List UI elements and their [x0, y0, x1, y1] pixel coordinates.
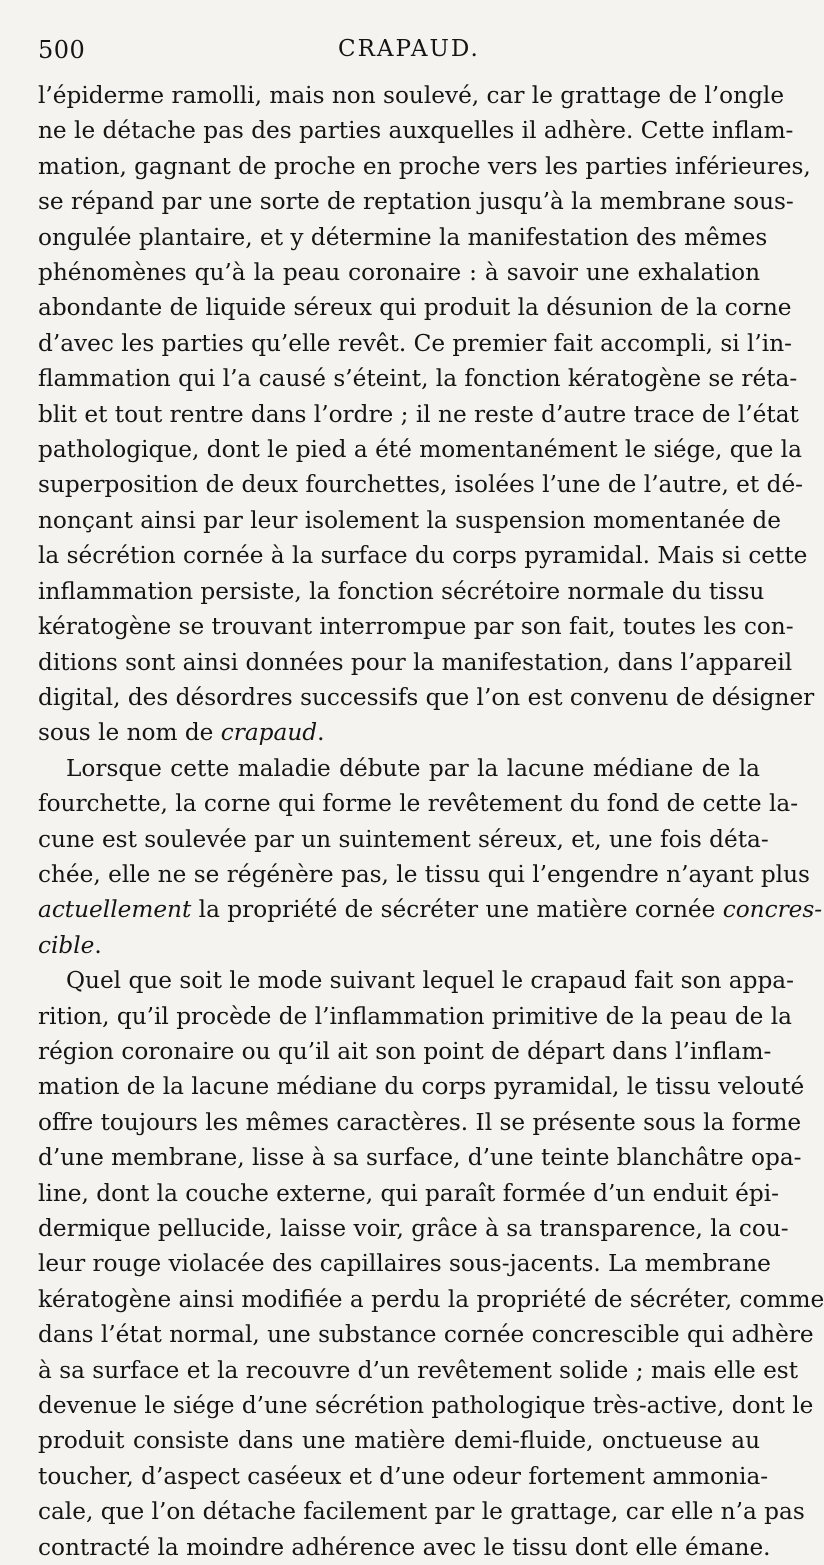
- text-run: pathologique, dont le pied a été momentanément le siége, que la: [38, 436, 802, 464]
- text-line: [38, 928, 760, 963]
- text-line: [38, 184, 794, 219]
- text-run: phénomènes qu’à la peau coronaire : à savoir une exhalation: [38, 259, 760, 287]
- text-run: dermique pellucide, laisse voir, grâce à sa transparence, la cou-: [38, 1215, 789, 1242]
- text-run: fourchette, la corne qui forme le revêtement du fond de cette la-: [38, 790, 799, 818]
- text-line: [38, 326, 792, 361]
- text-line: [38, 1282, 824, 1317]
- running-title: CRAPAUD.: [338, 36, 480, 62]
- body-text: [38, 78, 824, 1565]
- text-line: [38, 255, 760, 290]
- text-line: [38, 715, 760, 750]
- text-run: la propriété de sécréter une matière cornée: [191, 896, 723, 924]
- text-run: toucher, d’aspect caséeux et d’une odeur fortement ammonia-: [38, 1462, 769, 1490]
- page-header: [38, 30, 760, 78]
- text-line: [38, 680, 815, 715]
- text-line: [38, 1459, 769, 1494]
- text-run: ongulée plantaire, et y détermine la manifestation des mêmes: [38, 223, 768, 251]
- text-line: [38, 1388, 814, 1423]
- text-line: [38, 1211, 789, 1246]
- text-line: [38, 1069, 805, 1104]
- text-run: sous le nom de: [38, 719, 221, 747]
- text-line: [38, 361, 798, 396]
- text-run: kératogène se trouvant interrompue par son fait, toutes les con-: [38, 613, 794, 641]
- text-run: ne le détache pas des parties auxquelles il adhère. Cette inflam-: [38, 117, 794, 145]
- text-run: .: [94, 931, 102, 959]
- text-line: [38, 113, 794, 148]
- text-line: [38, 1034, 772, 1069]
- text-run: flammation qui l’a causé s’éteint, la fonction kératogène se réta-: [38, 365, 798, 393]
- text-line: [38, 1246, 771, 1281]
- text-line: [38, 1530, 771, 1565]
- text-run: d’une membrane, lisse à sa surface, d’une teinte blanchâtre opa-: [38, 1144, 802, 1172]
- italic-text: crapaud: [220, 719, 318, 747]
- text-run: Lorsque cette maladie débute par la lacune médiane de la: [66, 754, 760, 782]
- italic-text: concres-: [722, 896, 823, 924]
- text-line: [38, 857, 810, 892]
- text-line: [38, 1494, 805, 1529]
- text-run: d’avec les parties qu’elle revêt. Ce premier fait accompli, si l’in-: [38, 329, 792, 357]
- text-line: [38, 892, 823, 927]
- text-line: [38, 999, 793, 1034]
- text-line: [38, 432, 802, 467]
- page-number: 500: [38, 36, 86, 64]
- text-run: digital, des désordres successifs que l’on est convenu de désigner: [38, 683, 815, 711]
- text-line: [38, 1317, 814, 1352]
- italic-text: actuellement: [38, 896, 192, 924]
- text-line: [38, 574, 765, 609]
- text-line: [38, 467, 803, 502]
- text-run: dans l’état normal, une substance cornée concrescible qui adhère: [38, 1321, 814, 1349]
- text-run: ditions sont ainsi données pour la manifestation, dans l’appareil: [38, 648, 793, 676]
- text-run: line, dont la couche externe, qui paraît formée d’un enduit épi-: [38, 1179, 779, 1207]
- text-line: [38, 1105, 802, 1140]
- text-line: [38, 149, 811, 184]
- text-run: superposition de deux fourchettes, isolées l’une de l’autre, et dé-: [38, 471, 803, 499]
- text-run: la sécrétion cornée à la surface du corps pyramidal. Mais si cette: [38, 542, 808, 570]
- text-line: [38, 1353, 799, 1388]
- text-line: [38, 1176, 779, 1211]
- text-line: [38, 290, 792, 325]
- text-run: abondante de liquide séreux qui produit la désunion de la corne: [38, 294, 792, 322]
- text-line: [38, 822, 769, 857]
- text-line: [38, 963, 794, 998]
- text-run: contracté la moindre adhérence avec le tissu dont elle émane.: [38, 1533, 771, 1561]
- text-run: à sa surface et la recouvre d’un revêtement solide ; mais elle est: [38, 1356, 799, 1384]
- text-line: [38, 786, 799, 821]
- italic-text: cible: [38, 931, 95, 959]
- text-run: blit et tout rentre dans l’ordre ; il ne reste d’autre trace de l’état: [38, 400, 799, 428]
- text-line: [38, 1140, 802, 1175]
- text-run: mation, gagnant de proche en proche vers les parties inférieures,: [38, 152, 811, 180]
- text-line: [38, 538, 808, 573]
- text-line: [38, 645, 793, 680]
- text-run: Quel que soit le mode suivant lequel le crapaud fait son appa-: [66, 967, 794, 995]
- text-run: produit consiste dans une matière demi-fluide, onctueuse au: [38, 1427, 760, 1455]
- text-run: kératogène ainsi modifiée a perdu la propriété de sécréter, comme: [38, 1285, 824, 1313]
- text-run: .: [317, 719, 325, 747]
- text-run: se répand par une sorte de reptation jusqu’à la membrane sous-: [38, 188, 794, 216]
- text-run: cune est soulevée par un suintement séreux, et, une fois déta-: [38, 825, 769, 853]
- text-line: [38, 609, 794, 644]
- text-run: inflammation persiste, la fonction sécrétoire normale du tissu: [38, 577, 765, 605]
- text-line: [38, 397, 799, 432]
- text-run: devenue le siége d’une sécrétion pathologique très-active, dont le: [38, 1392, 814, 1420]
- text-run: mation de la lacune médiane du corps pyramidal, le tissu velouté: [38, 1073, 805, 1101]
- text-run: cale, que l’on détache facilement par le grattage, car elle n’a pas: [38, 1498, 805, 1526]
- text-run: nonçant ainsi par leur isolement la suspension momentanée de: [38, 506, 781, 534]
- paragraph: [38, 751, 823, 963]
- paragraph: [38, 78, 815, 751]
- text-run: l’épiderme ramolli, mais non soulevé, car le grattage de l’ongle: [38, 82, 785, 109]
- text-run: rition, qu’il procède de l’inflammation primitive de la peau de la: [38, 1002, 793, 1030]
- text-line: [38, 78, 785, 113]
- text-run: leur rouge violacée des capillaires sous-jacents. La membrane: [38, 1250, 771, 1278]
- text-line: [38, 220, 768, 255]
- text-run: offre toujours les mêmes caractères. Il se présente sous la forme: [38, 1108, 802, 1136]
- paragraph: [38, 963, 824, 1565]
- text-line: [38, 1423, 760, 1458]
- text-line: [38, 751, 760, 786]
- text-run: chée, elle ne se régénère pas, le tissu qui l’engendre n’ayant plus: [38, 860, 810, 888]
- text-run: région coronaire ou qu’il ait son point de départ dans l’inflam-: [38, 1037, 772, 1065]
- text-line: [38, 503, 781, 538]
